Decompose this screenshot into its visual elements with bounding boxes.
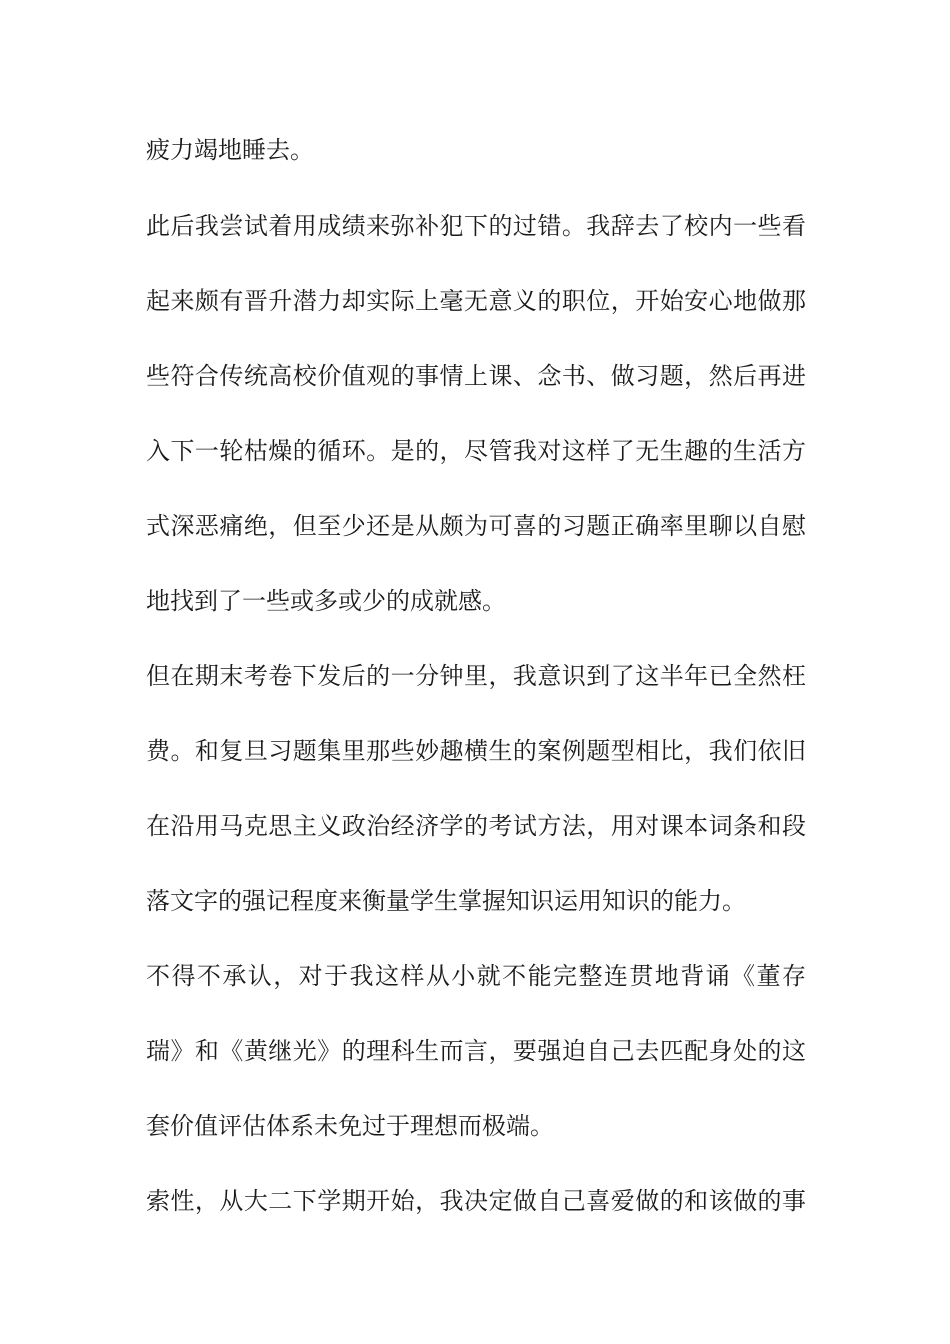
text-line: 落文字的强记程度来衡量学生掌握知识运用知识的能力。	[146, 887, 746, 915]
text-line: 入下一轮枯燥的循环。是的，尽管我对这样了无生趣的生活方	[146, 437, 806, 465]
text-line: 不得不承认，对于我这样从小就不能完整连贯地背诵《董存	[146, 962, 806, 990]
text-line: 费。和复旦习题集里那些妙趣横生的案例题型相比，我们依旧	[146, 737, 806, 765]
text-line: 地找到了一些或多或少的成就感。	[146, 587, 506, 615]
text-line: 起来颇有晋升潜力却实际上毫无意义的职位，开始安心地做那	[146, 287, 806, 315]
text-line: 些符合传统高校价值观的事情上课、念书、做习题，然后再进	[146, 362, 806, 390]
text-line: 此后我尝试着用成绩来弥补犯下的过错。我辞去了校内一些看	[146, 212, 806, 240]
text-line: 套价值评估体系未免过于理想而极端。	[146, 1112, 554, 1140]
text-line: 式深恶痛绝，但至少还是从颇为可喜的习题正确率里聊以自慰	[146, 512, 806, 540]
text-line: 瑞》和《黄继光》的理科生而言，要强迫自己去匹配身处的这	[146, 1037, 806, 1065]
text-line: 但在期末考卷下发后的一分钟里，我意识到了这半年已全然枉	[146, 662, 806, 690]
text-line: 在沿用马克思主义政治经济学的考试方法，用对课本词条和段	[146, 812, 806, 840]
text-line: 疲力竭地睡去。	[146, 136, 314, 164]
text-line: 索性，从大二下学期开始，我决定做自己喜爱做的和该做的事	[146, 1187, 806, 1215]
